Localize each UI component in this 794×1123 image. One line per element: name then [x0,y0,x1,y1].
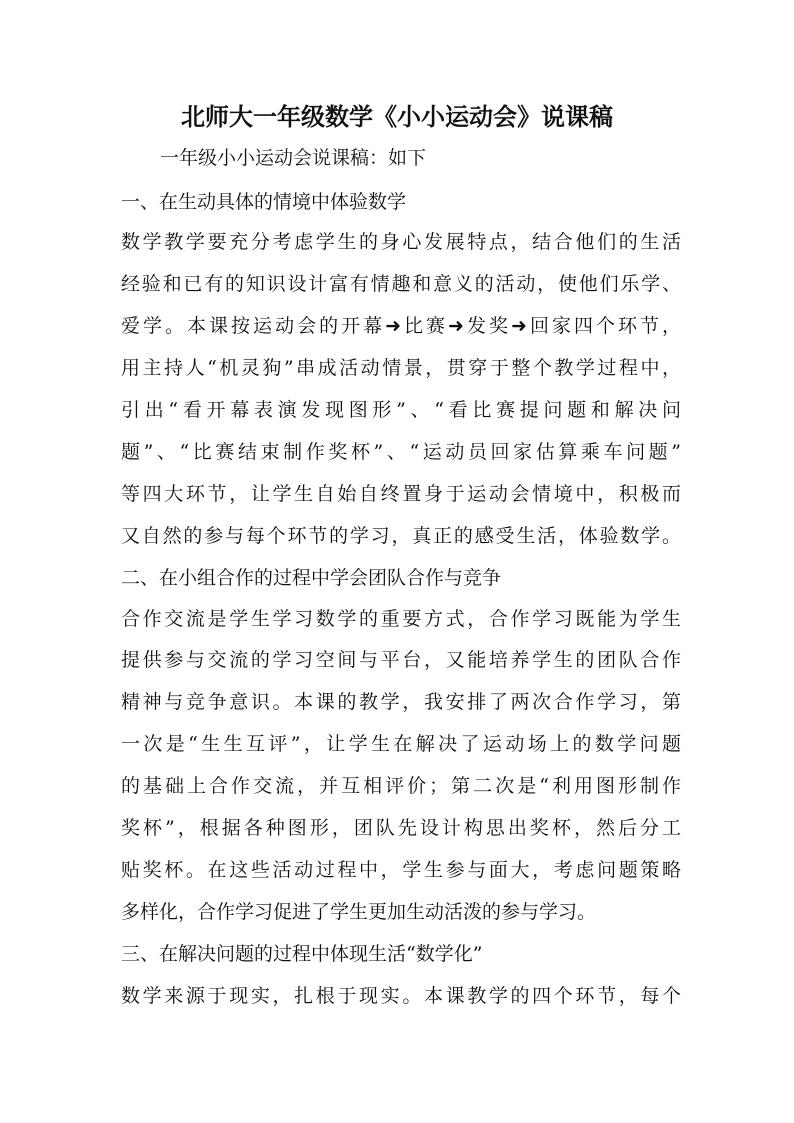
paragraph-line: 题”、“比赛结束制作奖杯”、“运动员回家估算乘车问题” [121,441,681,463]
document-title: 北师大一年级数学《小小运动会》说课稿 [181,102,613,131]
paragraph-line: 等四大环节，让学生自始自终置身于运动会情境中，积极而 [121,483,681,505]
section-heading-2: 二、在小组合作的过程中学会团队合作与竞争 [121,567,502,589]
paragraph-line: 又自然的参与每个环节的学习，真正的感受生活，体验数学。 [121,525,681,547]
paragraph-line: 爱学。本课按运动会的开幕➜比赛➜发奖➜回家四个环节， [121,315,681,337]
paragraph-line: 精神与竞争意识。本课的教学，我安排了两次合作学习，第 [121,691,681,713]
paragraph-line: 多样化，合作学习促进了学生更加生动活泼的参与学习。 [121,901,597,923]
paragraph-line: 一次是“生生互评”，让学生在解决了运动场上的数学问题 [121,733,681,755]
paragraph-line: 合作交流是学生学习数学的重要方式，合作学习既能为学生 [121,608,681,630]
paragraph-line: 经验和已有的知识设计富有情趣和意义的活动，使他们乐学、 [121,273,681,295]
paragraph-line: 的基础上合作交流，并互相评价；第二次是“利用图形制作 [121,775,681,797]
paragraph-line: 引出“看开幕表演发现图形”、“看比赛提问题和解决问 [121,399,681,421]
paragraph-line: 数学教学要充分考虑学生的身心发展特点，结合他们的生活 [121,231,681,253]
paragraph-line: 贴奖杯。在这些活动过程中，学生参与面大，考虑问题策略 [121,859,681,881]
paragraph-line: 提供参与交流的学习空间与平台，又能培养学生的团队合作 [121,649,681,671]
paragraph-line: 奖杯”，根据各种图形，团队先设计构思出奖杯，然后分工 [121,817,681,839]
paragraph-line: 数学来源于现实，扎根于现实。本课教学的四个环节，每个 [121,985,681,1007]
paragraph-line: 用主持人“机灵狗”串成活动情景，贯穿于整个教学过程中， [121,357,681,379]
section-heading-3: 三、在解决问题的过程中体现生活“数学化” [121,943,483,965]
section-heading-1: 一、在生动具体的情境中体验数学 [121,191,407,213]
intro-line: 一年级小小运动会说课稿：如下 [160,147,427,169]
